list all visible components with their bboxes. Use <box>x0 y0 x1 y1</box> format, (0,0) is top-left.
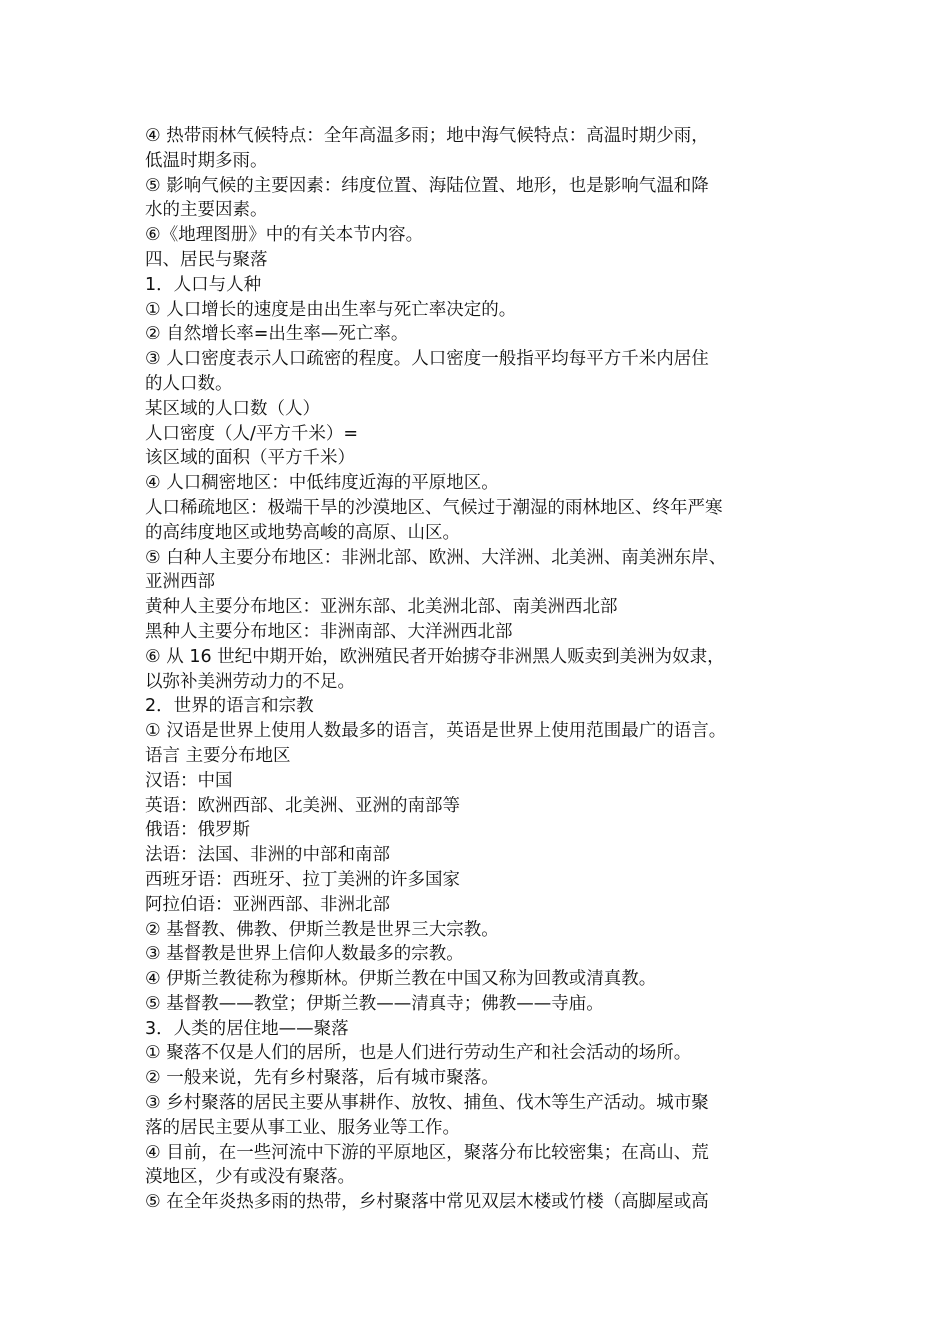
subsection-heading: 3．人类的居住地——聚落 <box>145 1018 349 1039</box>
formula-denominator: 该区域的面积（平方千米） <box>145 448 355 469</box>
text-line: ④ 伊斯兰教徒称为穆斯林。伊斯兰教在中国又称为回教或清真教。 <box>145 969 657 990</box>
text-line: ① 汉语是世界上使用人数最多的语言，英语是世界上使用范围最广的语言。 <box>145 721 727 742</box>
text-line: ③ 人口密度表示人口疏密的程度。人口密度一般指平均每平方千米内居住 <box>145 349 709 370</box>
section-heading: 四、居民与聚落 <box>145 249 268 270</box>
language-row: 阿拉伯语：亚洲西部、非洲北部 <box>145 894 390 915</box>
text-line: 低温时期多雨。 <box>145 150 268 171</box>
text-line: ⑤ 在全年炎热多雨的热带，乡村聚落中常见双层木楼或竹楼（高脚屋或高 <box>145 1192 709 1213</box>
text-line: ① 人口增长的速度是由出生率与死亡率决定的。 <box>145 299 517 320</box>
text-line: ② 一般来说，先有乡村聚落，后有城市聚落。 <box>145 1068 499 1089</box>
subsection-heading: 1．人口与人种 <box>145 274 262 295</box>
text-line: ④ 热带雨林气候特点：全年高温多雨；地中海气候特点：高温时期少雨， <box>145 126 709 146</box>
text-line: ② 基督教、佛教、伊斯兰教是世界三大宗教。 <box>145 919 499 940</box>
text-line: 亚洲西部 <box>145 572 215 593</box>
text-line: 落的居民主要从事工业、服务业等工作。 <box>145 1117 460 1138</box>
text-line: ⑤ 基督教——教堂；伊斯兰教——清真寺；佛教——寺庙。 <box>145 993 604 1014</box>
text-line: ⑥ 从 16 世纪中期开始，欧洲殖民者开始掳夺非洲黑人贩卖到美洲为奴隶， <box>145 646 725 667</box>
language-row: 英语：欧洲西部、北美洲、亚洲的南部等 <box>145 795 460 816</box>
formula-numerator: 某区域的人口数（人） <box>145 398 320 419</box>
text-line: 黑种人主要分布地区：非洲南部、大洋洲西北部 <box>145 621 513 642</box>
text-line: ② 自然增长率=出生率—死亡率。 <box>145 324 409 345</box>
text-line: 人口稀疏地区：极端干旱的沙漠地区、气候过于潮湿的雨林地区、终年严寒 <box>145 497 723 518</box>
text-line: ③ 乡村聚落的居民主要从事耕作、放牧、捕鱼、伐木等生产活动。城市聚 <box>145 1093 709 1114</box>
language-row: 法语：法国、非洲的中部和南部 <box>145 845 390 866</box>
text-line: 以弥补美洲劳动力的不足。 <box>145 671 355 692</box>
subsection-heading: 2．世界的语言和宗教 <box>145 696 314 717</box>
text-line: 水的主要因素。 <box>145 200 268 221</box>
text-line: 黄种人主要分布地区：亚洲东部、北美洲北部、南美洲西北部 <box>145 597 618 618</box>
text-line: ⑤ 影响气候的主要因素：纬度位置、海陆位置、地形，也是影响气温和降 <box>145 175 709 196</box>
document-body <box>145 124 825 1215</box>
text-line: ③ 基督教是世界上信仰人数最多的宗教。 <box>145 944 464 965</box>
text-line: ① 聚落不仅是人们的居所，也是人们进行劳动生产和社会活动的场所。 <box>145 1043 692 1064</box>
language-row: 汉语：中国 <box>145 770 233 791</box>
text-line: ⑥《地理图册》中的有关本节内容。 <box>145 225 424 246</box>
text-line: ④ 目前，在一些河流中下游的平原地区，聚落分布比较密集；在高山、荒 <box>145 1142 709 1163</box>
text-line: ⑤ 白种人主要分布地区：非洲北部、欧洲、大洋洲、北美洲、南美洲东岸、 <box>145 547 727 568</box>
formula-lhs: 人口密度（人/平方千米）= <box>145 423 359 444</box>
language-row: 俄语：俄罗斯 <box>145 820 250 841</box>
text-line: 的人口数。 <box>145 373 233 394</box>
text-line: ④ 人口稠密地区：中低纬度近海的平原地区。 <box>145 473 499 494</box>
language-table-header: 语言 主要分布地区 <box>145 745 291 766</box>
text-line: 漠地区，少有或没有聚落。 <box>145 1167 355 1188</box>
text-line: 的高纬度地区或地势高峻的高原、山区。 <box>145 522 460 543</box>
language-row: 西班牙语：西班牙、拉丁美洲的许多国家 <box>145 869 460 890</box>
